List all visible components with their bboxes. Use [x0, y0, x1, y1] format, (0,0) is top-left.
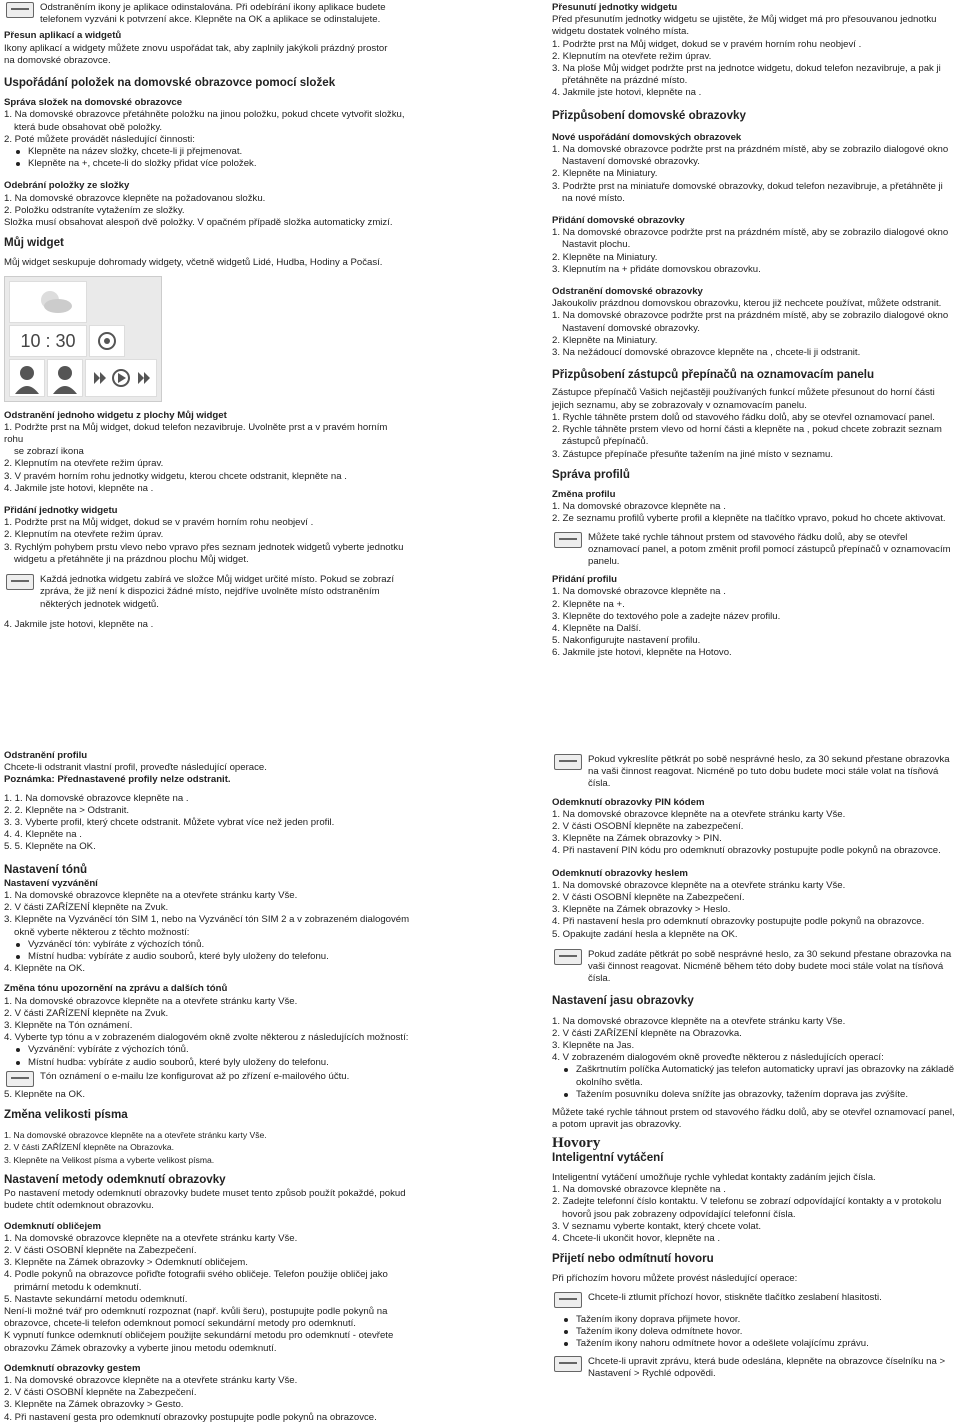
gesture-unlock-step-1: 1. Na domovské obrazovce klepněte na a otevřete stránku karty Vše.	[4, 1374, 298, 1386]
font-size-step-2: 2. V části ZAŘÍZENÍ klepněte na Obrazovka.	[4, 1142, 175, 1153]
gesture-unlock-heading: Odemknutí obrazovky gestem	[4, 1362, 141, 1374]
add-profile-step-4: 4. Klepněte na Další.	[552, 622, 642, 634]
face-unlock-step-5: 5. Nastavte sekundární metodu odemknutí.	[4, 1293, 188, 1305]
add-widget-heading: Přidání jednotky widgetu	[4, 505, 118, 517]
note-icon	[6, 2, 34, 18]
pin-attempts-note	[552, 754, 956, 791]
music-widget-top	[89, 325, 125, 357]
password-unlock-step-2: 2. V části OSOBNÍ klepněte na Zabezpečení.	[552, 892, 745, 904]
uninstall-note	[4, 2, 409, 26]
brightness-step-2: 2. V části ZAŘÍZENÍ klepněte na Obrazovka.	[552, 1027, 742, 1039]
message-tone-heading: Změna tónu upozornění na zprávu a dalších tónů	[4, 983, 228, 995]
add-widget-step-4: 4. Jakmile jste hotovi, klepněte na .	[4, 618, 154, 630]
delete-profile-step-1: 1. 1. Na domovské obrazovce klepněte na .	[4, 792, 189, 804]
brightness-step-3: 3. Klepněte na Jas.	[552, 1040, 635, 1052]
brightness-step-4: 4. V zobrazeném dialogovém okně proveďte některou z následujících operací:	[552, 1052, 884, 1064]
password-attempts-note-text: Pokud zadáte pětkrát po sobě nesprávné heslo, za 30 sekund přestane obrazovka na vaši činnost reagovat. Nicméně během této doby budete moci stále volat na tísňová čísla.	[588, 948, 952, 985]
unlock-method-heading: Nastavení metody odemknutí obrazovky	[4, 1172, 226, 1186]
password-attempts-note	[552, 949, 956, 986]
answer-call-text: Při příchozím hovoru můžete provést následující operace:	[552, 1273, 798, 1285]
rearrange-step-1: 1. Na domovské obrazovce podržte prst na prázdném místě, aby se zobrazilo dialogové okno Nastavení domovské obrazovky.	[552, 144, 949, 168]
add-widget-note-text: Každá jednotka widgetu zabírá ve složce Můj widget určité místo. Pokud se zobrazí zpráva, že již není k dispozici žádné místo, nejdříve uvolněte místo odstraněním některých jednotek widgetů.	[40, 574, 395, 610]
answer-call-bullet-1: Tažením ikony doprava přijmete hovor.	[552, 1314, 956, 1326]
delete-profile-step-5: 5. 5. Klepněte na OK.	[4, 841, 96, 853]
ringtone-step-3: 3. Klepněte na Vyzváněcí tón SIM 1, nebo na Vyzváněcí tón SIM 2 a v zobrazeném dialogovém okně vyberte některou z těchto možností:	[4, 914, 410, 938]
note-icon	[554, 949, 582, 965]
switch-shortcuts-heading: Přizpůsobení zástupců přepínačů na oznamovacím panelu	[552, 368, 875, 382]
switch-step-1: 1. Rychle táhněte prstem dolů od stavového řádku dolů, aby se otevřel oznamovací panel.	[552, 411, 935, 423]
add-profile-step-3: 3. Klepněte do textového pole a zadejte název profilu.	[552, 610, 781, 622]
gesture-unlock-step-4: 4. Při nastavení gesta pro odemknutí obrazovky postupujte podle pokynů na obrazovce.	[4, 1411, 377, 1423]
change-profile-step-2: 2. Ze seznamu profilů vyberte profil a klepněte na tlačítko vpravo, pokud ho chcete aktivovat.	[552, 513, 946, 525]
note-icon	[554, 1356, 582, 1372]
message-tone-step-3: 3. Klepněte na Tón oznámení.	[4, 1020, 133, 1032]
delete-profile-step-2: 2. 2. Klepněte na > Odstranit.	[4, 804, 130, 816]
answer-call-note-text: Chcete-li ztlumit příchozí hovor, stiskněte tlačítko zeslabení hlasitosti.	[588, 1291, 882, 1303]
add-widget-step-1: 1. Podržte prst na Můj widget, dokud se v pravém horním rohu neobjeví .	[4, 517, 314, 529]
gesture-unlock-step-2: 2. V části OSOBNÍ klepněte na Zabezpečení.	[4, 1387, 197, 1399]
music-widget	[85, 359, 157, 397]
switch-text: Zástupce přepínačů Vašich nejčastěji používaných funkcí můžete přesunout do horní části jejich seznamu, aby se zobrazovaly v oznamovacím panelu.	[552, 387, 935, 411]
move-apps-text-2: na domovské obrazovce.	[4, 54, 111, 66]
brightness-step-1: 1. Na domovské obrazovce klepněte na a otevřete stránku karty Vše.	[552, 1015, 846, 1027]
brightness-bullet-2: Tažením posuvníku doleva snížíte jas obrazovky, tažením doprava jas zvýšíte.	[552, 1089, 956, 1101]
folders-step-1a: 1. Na domovské obrazovce přetáhněte položku na jinou položku, pokud chcete vytvořit složku,	[4, 109, 405, 121]
rearrange-step-2: 2. Klepněte na Miniatury.	[552, 168, 658, 180]
face-unlock-step-1: 1. Na domovské obrazovce klepněte na a otevřete stránku karty Vše.	[4, 1232, 298, 1244]
brightness-bullet-1: Zaškrtnutím políčka Automatický jas telefon automaticky upraví jas obrazovky na základě okolního světla.	[552, 1064, 956, 1088]
page-2-right-column	[552, 750, 956, 1385]
page-2-left-column	[4, 750, 414, 1424]
arrange-folders-heading: Uspořádání položek na domovské obrazovce pomocí složek	[4, 76, 336, 90]
font-size-heading: Změna velikosti písma	[4, 1108, 128, 1122]
pin-unlock-step-3: 3. Klepněte na Zámek obrazovky > PIN.	[552, 833, 722, 845]
pin-unlock-heading: Odemknutí obrazovky PIN kódem	[552, 796, 705, 808]
message-tone-note-text: Tón oznámení o e-mailu lze konfigurovat až po zřízení e-mailového účtu.	[40, 1070, 350, 1082]
face-unlock-step-2: 2. V části OSOBNÍ klepněte na Zabezpečení.	[4, 1244, 197, 1256]
password-unlock-step-5: 5. Opakujte zadání hesla a klepněte na OK.	[552, 928, 738, 940]
add-profile-step-1: 1. Na domovské obrazovce klepněte na .	[552, 586, 726, 598]
delete-widget-heading: Odstranění jednoho widgetu z plochy Můj widget	[4, 409, 227, 421]
ringtone-step-2: 2. V části ZAŘÍZENÍ klepněte na Zvuk.	[4, 902, 169, 914]
add-screen-step-3: 3. Klepnutím na + přidáte domovskou obrazovku.	[552, 263, 761, 275]
smart-dial-step-3: 3. V seznamu vyberte kontakt, který chcete volat.	[552, 1220, 762, 1232]
face-unlock-heading: Odemknutí obličejem	[4, 1220, 102, 1232]
move-apps-heading: Přesun aplikací a widgetů	[4, 30, 122, 42]
my-widget-heading: Můj widget	[4, 236, 64, 250]
add-widget-step-3a: 3. Rychlým pohybem prstu vlevo nebo vpravo přes seznam jednotek widgetů vyberte jednotku	[4, 541, 404, 553]
tones-heading: Nastavení tónů	[4, 862, 88, 876]
change-profile-note-text: Můžete také rychle táhnout prstem od stavového řádku dolů, aby se otevřel oznamovací panel, a potom změnit profil pomocí zástupců přepínačů v oznamovacím panelu.	[588, 531, 951, 567]
delete-widget-step-4: 4. Jakmile jste hotovi, klepněte na .	[4, 482, 154, 494]
folders-bullet-1: Klepněte na název složky, chcete-li ji přejmenovat.	[4, 146, 409, 158]
face-unlock-text-2: K vypnutí funkce odemknutí obličejem použijte sekundární metodu pro odemknutí - otevřete obrazovku Zámek obrazovky a vyberte jinou metodu odemknutí.	[4, 1330, 394, 1354]
move-unit-step-3: 3. Na ploše Můj widget podržte prst na jednotce widgetu, dokud telefon nezavibruje, a pak ji přetáhněte na prázdné místo.	[552, 63, 941, 87]
font-size-step-1: 1. Na domovské obrazovce klepněte na a otevřete stránku karty Vše.	[4, 1130, 267, 1141]
pin-attempts-note-text: Pokud vykreslíte pětkrát po sobě nesprávné heslo, za 30 sekund přestane obrazovka na vaši činnost reagovat. Nicméně po tuto dobu budete moci stále volat na tísňová čísla.	[588, 754, 950, 790]
ringtone-heading: Nastavení vyzvánění	[4, 877, 98, 889]
move-unit-heading: Přesunutí jednotky widgetu	[552, 2, 678, 13]
gesture-unlock-step-3: 3. Klepněte na Zámek obrazovky > Gesto.	[4, 1399, 184, 1411]
folders-step-2: 2. Poté můžete provádět následující činnosti:	[4, 133, 195, 145]
smart-dial-step-2: 2. Zadejte telefonní číslo kontaktu. V telefonu se zobrazí odpovídající kontakty a v protokolu hovorů jsou pak zobrazeny odpovídající telefonní čísla.	[552, 1196, 942, 1220]
delete-screen-text: Jakoukoliv prázdnou domovskou obrazovku, kterou již nechcete používat, můžete odstranit.	[552, 298, 942, 310]
page-1-right-column	[552, 0, 954, 660]
password-unlock-step-3: 3. Klepněte na Zámek obrazovky > Heslo.	[552, 904, 731, 916]
music-controls-icon	[86, 360, 156, 396]
folders-step-1b: která bude obsahovat obě položky.	[14, 121, 163, 133]
people-widget-2	[47, 359, 83, 397]
unlock-method-text: Po nastavení metody odemknutí obrazovky budete muset tento způsob použít pokaždé, pokud budete chtít odemknout obrazovku.	[4, 1188, 406, 1212]
my-widget-text: Můj widget seskupuje dohromady widgety, včetně widgetů Lidé, Hudba, Hodiny a Počasí.	[4, 257, 383, 269]
message-tone-step-1: 1. Na domovské obrazovce klepněte na a otevřete stránku karty Vše.	[4, 995, 298, 1007]
answer-call-bullet-2: Tažením ikony doleva odmítnete hovor.	[552, 1326, 956, 1338]
people-widget-1	[9, 359, 45, 397]
delete-screen-step-3: 3. Na nežádoucí domovské obrazovce klepněte na , chcete-li ji odstranit.	[552, 347, 861, 359]
change-profile-heading: Změna profilu	[552, 488, 616, 500]
rearrange-step-3: 3. Podržte prst na miniatuře domovské obrazovky, dokud telefon nezavibruje, a přetáhněte ji na nové místo.	[552, 180, 943, 204]
add-widget-step-2: 2. Klepnutím na otevřete režim úprav.	[4, 529, 164, 541]
add-screen-step-1: 1. Na domovské obrazovce podržte prst na prázdném místě, aby se zobrazilo dialogové okno Nastavit plochu.	[552, 227, 949, 251]
note-icon	[6, 574, 34, 590]
delete-widget-step-3: 3. V pravém horním rohu jednotky widgetu, kterou chcete odstranit, klepněte na .	[4, 470, 347, 482]
switch-step-2: 2. Rychle táhněte prstem vlevo od horní části a klepněte na , pokud chcete zobrazit seznam zástupců přepínačů.	[552, 424, 942, 448]
weather-icon	[10, 282, 86, 322]
message-tone-bullet-2: Místní hudba: vybíráte z audio souborů, které byly uloženy do telefonu.	[4, 1057, 414, 1069]
ringtone-bullet-2: Místní hudba: vybíráte z audio souborů, které byly uloženy do telefonu.	[4, 951, 414, 963]
my-widget-image	[4, 276, 162, 402]
face-unlock-text-1: Není-li možné tvář pro odemknutí rozpoznat (např. kvůli šeru), postupujte podle pokynů na obrazovce, chcete-li telefon odemknout pomocí sekundární metody pro odemknutí.	[4, 1305, 388, 1330]
folders-heading: Správa složek na domovské obrazovce	[4, 97, 183, 109]
message-tone-note	[4, 1071, 414, 1087]
password-unlock-heading: Odemknutí obrazovky heslem	[552, 867, 688, 879]
remove-item-heading: Odebrání položky ze složky	[4, 180, 130, 192]
customize-home-heading: Přizpůsobení domovské obrazovky	[552, 108, 746, 122]
change-profile-step-1: 1. Na domovské obrazovce klepněte na .	[552, 501, 726, 513]
calls-heading: Hovory	[552, 1135, 601, 1152]
target-icon	[90, 326, 124, 356]
switch-step-3: 3. Zástupce přepínače přesuňte tažením na jiné místo v seznamu.	[552, 448, 834, 460]
clock-widget: 10 : 30	[9, 325, 87, 357]
page-2	[0, 750, 960, 1426]
move-unit-step-1: 1. Podržte prst na Můj widget, dokud se v pravém horním rohu neobjeví .	[552, 38, 862, 50]
ringtone-step-4: 4. Klepněte na OK.	[4, 963, 86, 975]
uninstall-note-line2: telefonem vyzváni k potvrzení akce. Klepněte na OK a aplikace se odinstalujete.	[40, 14, 381, 26]
page-1	[0, 0, 960, 700]
remove-step-2: 2. Položku odstraníte vytažením ze složky.	[4, 204, 185, 216]
message-tone-bullet-1: Vyzvánění: vybíráte z výchozích tónů.	[4, 1044, 414, 1056]
quick-replies-note	[552, 1356, 956, 1380]
note-icon	[554, 1292, 582, 1308]
note-icon	[554, 754, 582, 770]
rearrange-heading: Nové uspořádání domovských obrazovek	[552, 131, 742, 143]
delete-screen-step-1: 1. Na domovské obrazovce podržte prst na prázdném místě, aby se zobrazilo dialogové okno Nastavení domovské obrazovky.	[552, 310, 949, 334]
brightness-text: Můžete také rychle táhnout prstem od stavového řádku dolů, aby se otevřel oznamovací panel, a potom upravit jas obrazovky.	[552, 1107, 955, 1131]
page-1-left-column	[4, 0, 409, 631]
message-tone-step-5: 5. Klepněte na OK.	[4, 1088, 86, 1100]
delete-widget-step-2: 2. Klepnutím na otevřete režim úprav.	[4, 458, 164, 470]
move-unit-step-4: 4. Jakmile jste hotovi, klepněte na .	[552, 87, 702, 99]
delete-widget-step-1a: 1. Podržte prst na Můj widget, dokud telefon nezavibruje. Uvolněte prst a v pravém horním rohu	[4, 421, 388, 446]
pin-unlock-step-4: 4. Při nastavení PIN kódu pro odemknutí obrazovky postupujte podle pokynů na obrazovce.	[552, 845, 941, 857]
add-screen-heading: Přidání domovské obrazovky	[552, 215, 685, 227]
message-tone-step-4: 4. Vyberte typ tónu a v zobrazeném dialogovém okně zvolte některou z následujících možností:	[4, 1032, 409, 1044]
smart-dial-step-4: 4. Chcete-li ukončit hovor, klepněte na .	[552, 1232, 720, 1244]
delete-profile-text: Chcete-li odstranit vlastní profil, proveďte následující operace.	[4, 762, 267, 774]
remove-step-1: 1. Na domovské obrazovce klepněte na požadovanou složku.	[4, 192, 266, 204]
brightness-heading: Nastavení jasu obrazovky	[552, 994, 694, 1008]
delete-profile-note: Poznámka: Přednastavené profily nelze odstranit.	[4, 774, 231, 786]
move-unit-step-2: 2. Klepnutím na otevřete režim úprav.	[552, 50, 712, 62]
note-icon	[6, 1071, 34, 1087]
quick-replies-note-text: Chcete-li upravit zprávu, která bude odeslána, klepněte na obrazovce číselníku na > Nastavení > Rychlé odpovědi.	[588, 1356, 946, 1380]
delete-screen-step-2: 2. Klepněte na Miniatury.	[552, 334, 658, 346]
folders-bullet-2: Klepněte na +, chcete-li do složky přidat více položek.	[4, 158, 409, 170]
face-unlock-step-4: 4. Podle pokynů na obrazovce pořiďte fotografii svého obličeje. Telefon použije obličej jako primární metodu k odemknutí.	[4, 1269, 388, 1293]
answer-call-heading: Přijetí nebo odmítnutí hovoru	[552, 1252, 714, 1266]
delete-profile-heading: Odstranění profilu	[4, 750, 88, 761]
person-icon	[48, 360, 82, 396]
move-unit-text: Před přesunutím jednotky widgetu se ujistěte, že Můj widget má pro přesouvanou jednotku widgetu dostatek volného místa.	[552, 14, 937, 38]
password-unlock-step-4: 4. Při nastavení hesla pro odemknutí obrazovky postupujte podle pokynů na obrazovce.	[552, 916, 925, 928]
ringtone-step-1: 1. Na domovské obrazovce klepněte na a otevřete stránku karty Vše.	[4, 890, 298, 902]
delete-profile-step-3: 3. 3. Vyberte profil, který chcete odstranit. Můžete vybrat více než jeden profil.	[4, 817, 335, 829]
smart-dial-step-1: 1. Na domovské obrazovce klepněte na .	[552, 1184, 726, 1196]
move-apps-text-1: Ikony aplikací a widgety můžete znovu uspořádat tak, aby zaplnily jakýkoli prázdný prostor	[4, 42, 388, 54]
message-tone-step-2: 2. V části ZAŘÍZENÍ klepněte na Zvuk.	[4, 1007, 169, 1019]
delete-screen-heading: Odstranění domovské obrazovky	[552, 286, 703, 298]
add-profile-step-6: 6. Jakmile jste hotovi, klepněte na Hotovo.	[552, 647, 732, 659]
add-profile-step-5: 5. Nakonfigurujte nastavení profilu.	[552, 635, 701, 647]
add-profile-heading: Přidání profilu	[552, 574, 618, 586]
person-icon	[10, 360, 44, 396]
delete-profile-step-4: 4. 4. Klepněte na .	[4, 829, 82, 841]
profiles-heading: Správa profilů	[552, 467, 630, 481]
smart-dial-text: Inteligentní vytáčení umožňuje rychle vyhledat kontakty zadáním jejich čísla.	[552, 1171, 876, 1183]
add-widget-note	[4, 574, 409, 611]
add-screen-step-2: 2. Klepněte na Miniatury.	[552, 251, 658, 263]
pin-unlock-step-2: 2. V části OSOBNÍ klepněte na zabezpečení.	[552, 821, 744, 833]
ringtone-bullet-1: Vyzváněcí tón: vybíráte z výchozích tónů.	[4, 939, 414, 951]
add-widget-step-3b: widgetu a přetáhněte ji na prázdnou plochu Můj widget.	[14, 553, 249, 565]
answer-call-note	[552, 1292, 956, 1308]
face-unlock-step-3: 3. Klepněte na Zámek obrazovky > Odemknutí obličejem.	[4, 1257, 248, 1269]
uninstall-note-line1: Odstraněním ikony je aplikace odinstalována. Při odebírání ikony aplikace budete	[40, 2, 386, 13]
answer-call-bullet-3: Tažením ikony nahoru odmítnete hovor a odešlete volajícímu zprávu.	[552, 1338, 956, 1350]
smart-dial-heading: Inteligentní vytáčení	[552, 1150, 664, 1164]
remove-note: Složka musí obsahovat alespoň dvě položky. V opačném případě složka automaticky zmizí.	[4, 217, 393, 229]
password-unlock-step-1: 1. Na domovské obrazovce klepněte na a otevřete stránku karty Vše.	[552, 879, 846, 891]
note-icon	[554, 532, 582, 548]
font-size-step-3: 3. Klepněte na Velikost písma a vyberte velikost písma.	[4, 1154, 215, 1165]
delete-widget-step-1b: se zobrazí ikona	[14, 446, 84, 458]
add-profile-step-2: 2. Klepněte na +.	[552, 598, 625, 610]
change-profile-note	[552, 532, 954, 569]
pin-unlock-step-1: 1. Na domovské obrazovce klepněte na a otevřete stránku karty Vše.	[552, 808, 846, 820]
weather-widget	[9, 281, 87, 323]
